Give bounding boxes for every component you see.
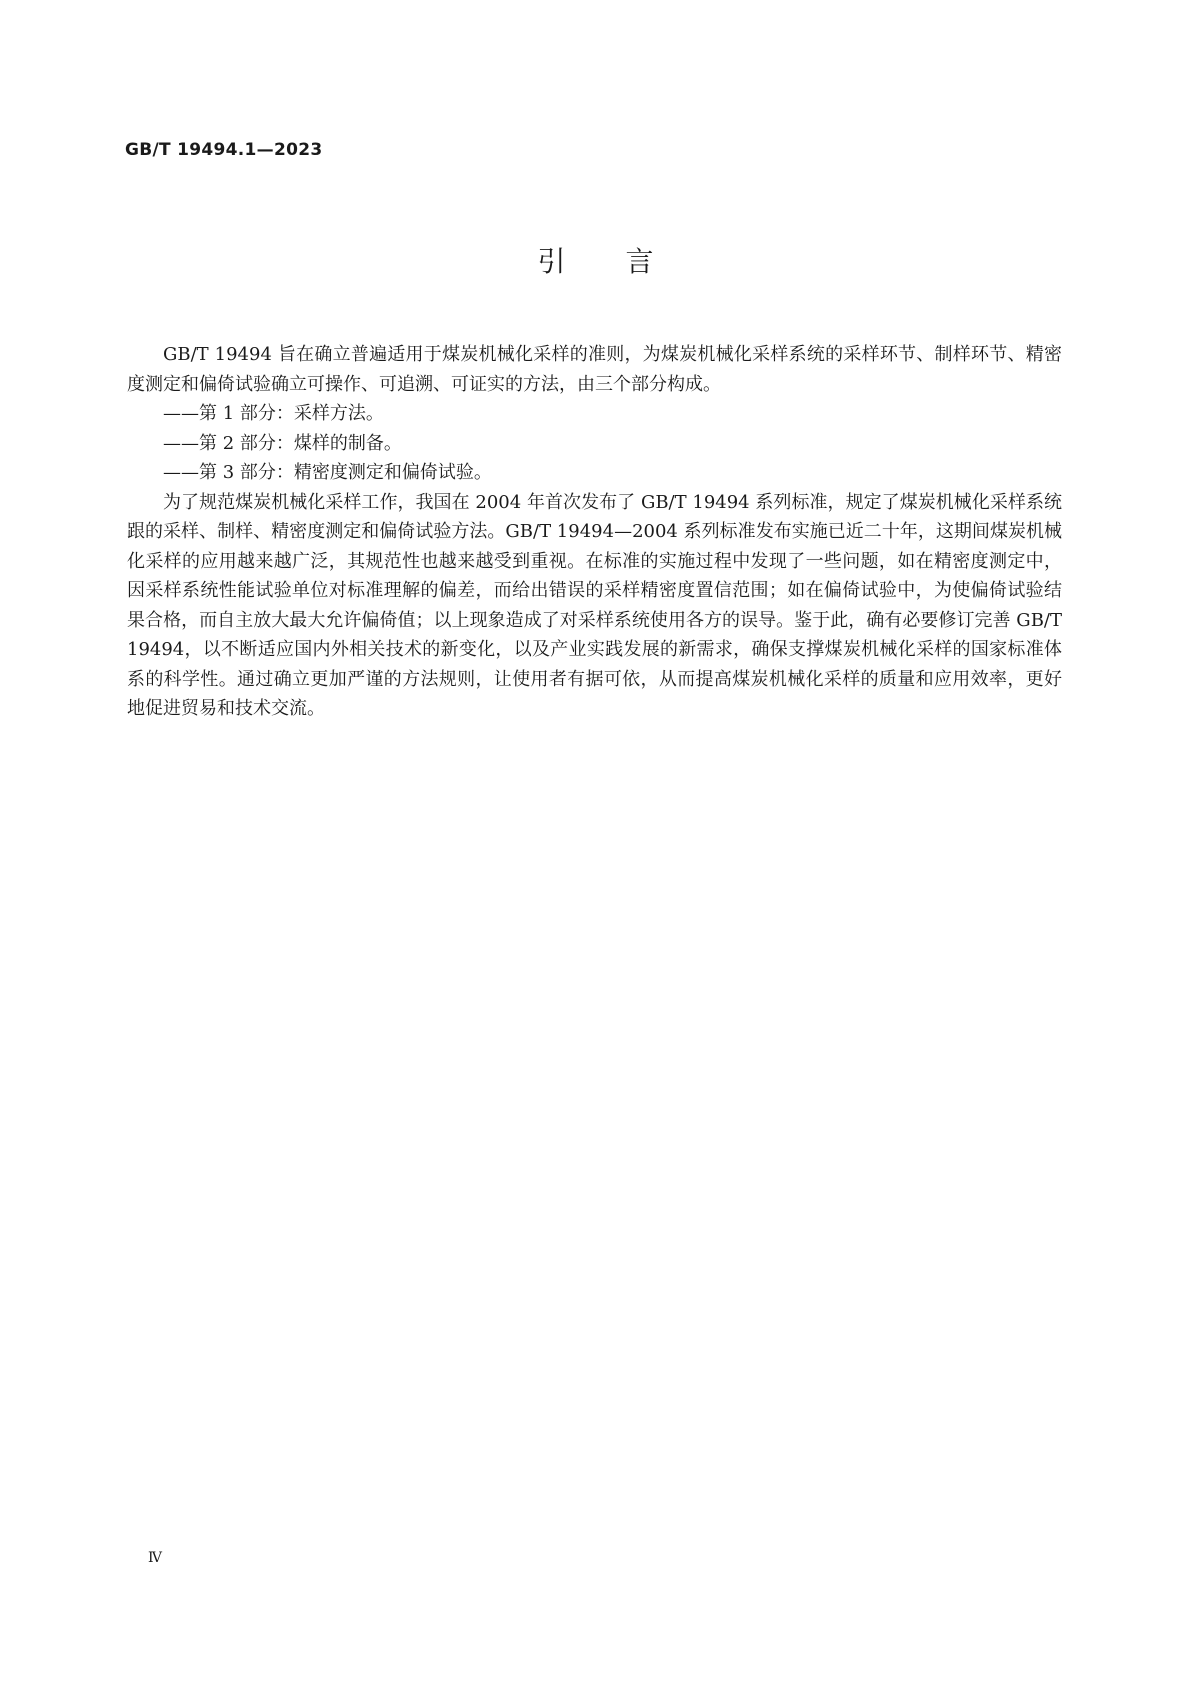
body-text — [127, 340, 1062, 724]
paragraph-background: 为了规范煤炭机械化采样工作，我国在 2004 年首次发布了 GB/T 19494 系列标准，规定了煤炭机械化采样系统跟的采样、制样、精密度测定和偏倚试验方法。GB/T 19494—2004 系列标准发布实施已近二十年，这期间煤炭机械化采样的应用越来越广泛，其规范性也越来越受到重视。在标准的实施过程中发现了一些问题，如在精密度测定中，因采样系统性能试验单位对标准理解的偏差，而给出错误的采样精密度置信范围；如在偏倚试验中，为使偏倚试验结果合格，而自主放大最大允许偏倚值；以上现象造成了对采样系统使用各方的误导。鉴于此，确有必要修订完善 GB/T 19494，以不断适应国内外相关技术的新变化，以及产业实践发展的新需求，确保支撑煤炭机械化采样的国家标准体系的科学性。通过确立更加严谨的方法规则，让使用者有据可依，从而提高煤炭机械化采样的质量和应用效率，更好地促进贸易和技术交流。 — [127, 491, 1062, 719]
list-item-part-2: ——第 2 部分：煤样的制备。 — [163, 432, 402, 454]
page-title: 引言 — [537, 245, 714, 278]
list-item-part-3: ——第 3 部分：精密度测定和偏倚试验。 — [163, 462, 492, 483]
paragraph-intro: GB/T 19494 旨在确立普遍适用于煤炭机械化采样的准则，为煤炭机械化采样系统的采样环节、制样环节、精密度测定和偏倚试验确立可操作、可追溯、可证实的方法，由三个部分构成。 — [127, 344, 1062, 395]
document-number: GB/T 19494.1—2023 — [125, 140, 323, 160]
list-item-part-1: ——第 1 部分：采样方法。 — [163, 403, 384, 424]
page-number: Ⅳ — [148, 1550, 162, 1566]
